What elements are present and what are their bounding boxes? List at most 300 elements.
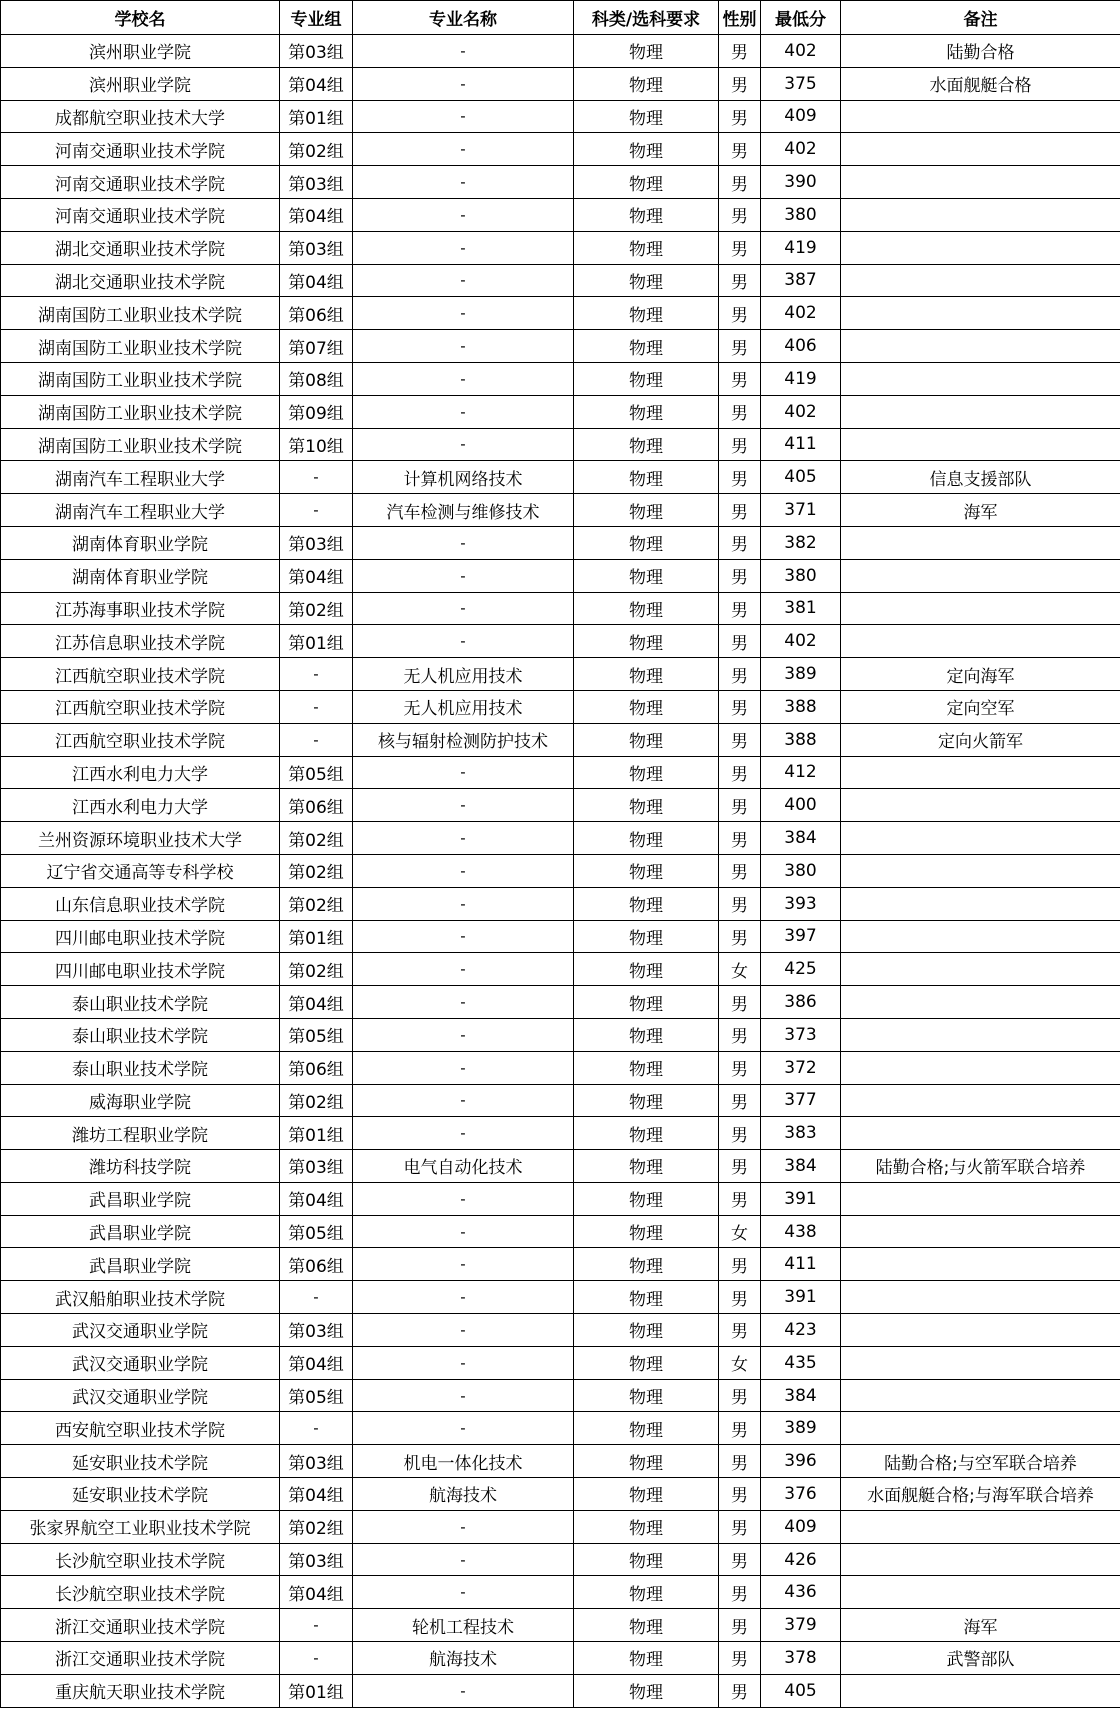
table-row xyxy=(1,166,1120,199)
min-score-cell: 379 xyxy=(761,1609,841,1642)
major-name-cell: - xyxy=(353,1346,574,1379)
min-score-cell: 382 xyxy=(761,526,841,559)
school-name-cell: 四川邮电职业技术学院 xyxy=(1,920,280,953)
gender-cell: 男 xyxy=(719,1576,761,1609)
major-group-cell: 第04组 xyxy=(280,198,353,231)
subject-requirement-cell: 物理 xyxy=(574,297,719,330)
table-row xyxy=(1,67,1120,100)
subject-requirement-cell: 物理 xyxy=(574,658,719,691)
gender-cell: 男 xyxy=(719,1248,761,1281)
remarks-cell: 海军 xyxy=(841,494,1120,527)
major-name-cell: - xyxy=(353,1051,574,1084)
gender-cell: 男 xyxy=(719,854,761,887)
table-row xyxy=(1,461,1120,494)
gender-cell: 男 xyxy=(719,67,761,100)
major-name-cell: - xyxy=(353,395,574,428)
major-group-cell: 第04组 xyxy=(280,1478,353,1511)
major-name-cell: - xyxy=(353,1379,574,1412)
remarks-cell xyxy=(841,822,1120,855)
min-score-cell: 372 xyxy=(761,1051,841,1084)
school-name-cell: 湖南国防工业职业技术学院 xyxy=(1,362,280,395)
min-score-cell: 376 xyxy=(761,1478,841,1511)
min-score-cell: 384 xyxy=(761,822,841,855)
subject-requirement-cell: 物理 xyxy=(574,1445,719,1478)
school-name-cell: 江西航空职业技术学院 xyxy=(1,723,280,756)
major-name-cell: - xyxy=(353,1281,574,1314)
school-name-cell: 江苏海事职业技术学院 xyxy=(1,592,280,625)
remarks-cell xyxy=(841,297,1120,330)
major-name-cell: 航海技术 xyxy=(353,1642,574,1675)
major-name-cell: - xyxy=(353,1674,574,1707)
remarks-cell: 信息支援部队 xyxy=(841,461,1120,494)
school-name-cell: 长沙航空职业技术学院 xyxy=(1,1576,280,1609)
min-score-cell: 409 xyxy=(761,1510,841,1543)
gender-cell: 男 xyxy=(719,592,761,625)
min-score-cell: 384 xyxy=(761,1150,841,1183)
remarks-cell xyxy=(841,100,1120,133)
subject-requirement-cell: 物理 xyxy=(574,330,719,363)
gender-cell: 男 xyxy=(719,559,761,592)
major-name-cell: - xyxy=(353,756,574,789)
major-name-cell: - xyxy=(353,35,574,68)
gender-cell: 女 xyxy=(719,953,761,986)
major-name-cell: - xyxy=(353,198,574,231)
remarks-cell xyxy=(841,1314,1120,1347)
school-name-cell: 湖南国防工业职业技术学院 xyxy=(1,297,280,330)
major-group-cell: 第03组 xyxy=(280,526,353,559)
major-group-cell: 第02组 xyxy=(280,1510,353,1543)
major-group-cell: 第04组 xyxy=(280,1182,353,1215)
gender-cell: 男 xyxy=(719,330,761,363)
subject-requirement-cell: 物理 xyxy=(574,1379,719,1412)
gender-cell: 男 xyxy=(719,264,761,297)
major-group-cell: - xyxy=(280,1281,353,1314)
subject-requirement-cell: 物理 xyxy=(574,1182,719,1215)
table-row xyxy=(1,231,1120,264)
major-name-cell: - xyxy=(353,1510,574,1543)
major-group-cell: 第02组 xyxy=(280,592,353,625)
major-name-cell: - xyxy=(353,297,574,330)
major-name-cell: - xyxy=(353,133,574,166)
school-name-cell: 武汉船舶职业技术学院 xyxy=(1,1281,280,1314)
subject-requirement-cell: 物理 xyxy=(574,1084,719,1117)
major-name-cell: - xyxy=(353,789,574,822)
remarks-cell xyxy=(841,395,1120,428)
min-score-cell: 402 xyxy=(761,297,841,330)
remarks-cell: 陆勤合格 xyxy=(841,35,1120,68)
subject-requirement-cell: 物理 xyxy=(574,887,719,920)
table-row xyxy=(1,1576,1120,1609)
gender-cell: 男 xyxy=(719,1018,761,1051)
subject-requirement-cell: 物理 xyxy=(574,1314,719,1347)
subject-requirement-cell: 物理 xyxy=(574,494,719,527)
remarks-cell xyxy=(841,1674,1120,1707)
gender-cell: 男 xyxy=(719,1642,761,1675)
remarks-cell: 水面舰艇合格;与海军联合培养 xyxy=(841,1478,1120,1511)
subject-requirement-cell: 物理 xyxy=(574,920,719,953)
school-name-cell: 湖北交通职业技术学院 xyxy=(1,231,280,264)
min-score-cell: 409 xyxy=(761,100,841,133)
school-name-cell: 重庆航天职业技术学院 xyxy=(1,1674,280,1707)
min-score-cell: 405 xyxy=(761,1674,841,1707)
subject-requirement-cell: 物理 xyxy=(574,1215,719,1248)
subject-requirement-cell: 物理 xyxy=(574,723,719,756)
min-score-cell: 419 xyxy=(761,231,841,264)
gender-cell: 男 xyxy=(719,690,761,723)
subject-requirement-cell: 物理 xyxy=(574,756,719,789)
table-row xyxy=(1,822,1120,855)
gender-cell: 男 xyxy=(719,658,761,691)
remarks-cell xyxy=(841,330,1120,363)
subject-requirement-cell: 物理 xyxy=(574,1248,719,1281)
major-name-cell: 轮机工程技术 xyxy=(353,1609,574,1642)
school-name-cell: 河南交通职业技术学院 xyxy=(1,166,280,199)
major-name-cell: - xyxy=(353,1543,574,1576)
major-name-cell: 汽车检测与维修技术 xyxy=(353,494,574,527)
major-group-cell: 第05组 xyxy=(280,1379,353,1412)
subject-requirement-cell: 物理 xyxy=(574,1674,719,1707)
table-row xyxy=(1,1117,1120,1150)
subject-requirement-cell: 物理 xyxy=(574,461,719,494)
table-row xyxy=(1,1150,1120,1183)
remarks-cell xyxy=(841,526,1120,559)
subject-requirement-cell: 物理 xyxy=(574,1478,719,1511)
min-score-cell: 436 xyxy=(761,1576,841,1609)
school-name-cell: 成都航空职业技术大学 xyxy=(1,100,280,133)
major-group-cell: - xyxy=(280,1642,353,1675)
major-name-cell: - xyxy=(353,1084,574,1117)
major-name-cell: 电气自动化技术 xyxy=(353,1150,574,1183)
major-name-cell: - xyxy=(353,166,574,199)
major-group-cell: 第01组 xyxy=(280,1674,353,1707)
gender-cell: 男 xyxy=(719,1084,761,1117)
subject-requirement-cell: 物理 xyxy=(574,133,719,166)
gender-cell: 男 xyxy=(719,1281,761,1314)
gender-cell: 男 xyxy=(719,1412,761,1445)
major-name-cell: - xyxy=(353,231,574,264)
major-name-cell: - xyxy=(353,1248,574,1281)
table-row xyxy=(1,133,1120,166)
major-group-cell: - xyxy=(280,494,353,527)
major-name-cell: 计算机网络技术 xyxy=(353,461,574,494)
min-score-cell: 371 xyxy=(761,494,841,527)
major-group-cell: 第06组 xyxy=(280,1051,353,1084)
school-name-cell: 潍坊工程职业学院 xyxy=(1,1117,280,1150)
min-score-cell: 391 xyxy=(761,1182,841,1215)
gender-cell: 男 xyxy=(719,723,761,756)
school-name-cell: 泰山职业技术学院 xyxy=(1,986,280,1019)
gender-cell: 男 xyxy=(719,1379,761,1412)
gender-cell: 女 xyxy=(719,1346,761,1379)
major-group-cell: - xyxy=(280,658,353,691)
major-group-cell: 第10组 xyxy=(280,428,353,461)
school-name-cell: 西安航空职业技术学院 xyxy=(1,1412,280,1445)
gender-cell: 男 xyxy=(719,395,761,428)
gender-cell: 男 xyxy=(719,35,761,68)
major-name-cell: - xyxy=(353,1215,574,1248)
school-name-cell: 武汉交通职业学院 xyxy=(1,1346,280,1379)
major-group-cell: - xyxy=(280,723,353,756)
major-group-cell: 第04组 xyxy=(280,559,353,592)
table-row xyxy=(1,920,1120,953)
major-group-cell: 第04组 xyxy=(280,67,353,100)
subject-requirement-cell: 物理 xyxy=(574,1117,719,1150)
school-name-cell: 湖南国防工业职业技术学院 xyxy=(1,395,280,428)
school-name-cell: 张家界航空工业职业技术学院 xyxy=(1,1510,280,1543)
major-group-cell: 第04组 xyxy=(280,986,353,1019)
remarks-cell: 定向火箭军 xyxy=(841,723,1120,756)
table-row xyxy=(1,1182,1120,1215)
major-name-cell: - xyxy=(353,1412,574,1445)
major-group-cell: 第02组 xyxy=(280,887,353,920)
remarks-cell xyxy=(841,264,1120,297)
gender-cell: 男 xyxy=(719,1674,761,1707)
subject-requirement-cell: 物理 xyxy=(574,1150,719,1183)
school-name-cell: 江苏信息职业技术学院 xyxy=(1,625,280,658)
major-group-cell: 第07组 xyxy=(280,330,353,363)
major-group-cell: 第05组 xyxy=(280,1018,353,1051)
gender-cell: 男 xyxy=(719,461,761,494)
major-name-cell: - xyxy=(353,559,574,592)
remarks-cell: 武警部队 xyxy=(841,1642,1120,1675)
remarks-cell xyxy=(841,166,1120,199)
gender-cell: 男 xyxy=(719,1543,761,1576)
school-name-cell: 江西水利电力大学 xyxy=(1,789,280,822)
major-group-cell: 第03组 xyxy=(280,1543,353,1576)
gender-cell: 男 xyxy=(719,133,761,166)
major-name-cell: - xyxy=(353,1576,574,1609)
remarks-cell xyxy=(841,133,1120,166)
remarks-cell: 定向海军 xyxy=(841,658,1120,691)
min-score-cell: 383 xyxy=(761,1117,841,1150)
remarks-cell xyxy=(841,1379,1120,1412)
subject-requirement-cell: 物理 xyxy=(574,166,719,199)
min-score-cell: 411 xyxy=(761,428,841,461)
gender-cell: 男 xyxy=(719,297,761,330)
subject-requirement-cell: 物理 xyxy=(574,1543,719,1576)
header-subject-requirement: 科类/选科要求 xyxy=(574,1,719,35)
table-row xyxy=(1,297,1120,330)
school-name-cell: 湖南国防工业职业技术学院 xyxy=(1,428,280,461)
table-row xyxy=(1,526,1120,559)
major-name-cell: - xyxy=(353,67,574,100)
subject-requirement-cell: 物理 xyxy=(574,822,719,855)
school-name-cell: 四川邮电职业技术学院 xyxy=(1,953,280,986)
gender-cell: 男 xyxy=(719,1445,761,1478)
min-score-cell: 380 xyxy=(761,559,841,592)
table-row xyxy=(1,264,1120,297)
major-group-cell: 第02组 xyxy=(280,822,353,855)
table-row xyxy=(1,1674,1120,1707)
table-row xyxy=(1,953,1120,986)
gender-cell: 男 xyxy=(719,625,761,658)
table-row xyxy=(1,1314,1120,1347)
school-name-cell: 武汉交通职业学院 xyxy=(1,1314,280,1347)
remarks-cell xyxy=(841,1412,1120,1445)
subject-requirement-cell: 物理 xyxy=(574,362,719,395)
subject-requirement-cell: 物理 xyxy=(574,35,719,68)
major-name-cell: - xyxy=(353,1117,574,1150)
school-name-cell: 滨州职业学院 xyxy=(1,35,280,68)
subject-requirement-cell: 物理 xyxy=(574,428,719,461)
remarks-cell: 水面舰艇合格 xyxy=(841,67,1120,100)
table-row xyxy=(1,1609,1120,1642)
school-name-cell: 武昌职业学院 xyxy=(1,1182,280,1215)
gender-cell: 男 xyxy=(719,822,761,855)
header-major-group: 专业组 xyxy=(280,1,353,35)
min-score-cell: 389 xyxy=(761,658,841,691)
major-group-cell: 第02组 xyxy=(280,133,353,166)
remarks-cell xyxy=(841,1051,1120,1084)
min-score-cell: 412 xyxy=(761,756,841,789)
gender-cell: 男 xyxy=(719,1150,761,1183)
table-row xyxy=(1,1543,1120,1576)
school-name-cell: 河南交通职业技术学院 xyxy=(1,133,280,166)
min-score-cell: 390 xyxy=(761,166,841,199)
table-row xyxy=(1,1051,1120,1084)
major-group-cell: 第05组 xyxy=(280,1215,353,1248)
major-group-cell: 第06组 xyxy=(280,789,353,822)
min-score-cell: 388 xyxy=(761,723,841,756)
table-row xyxy=(1,658,1120,691)
min-score-cell: 423 xyxy=(761,1314,841,1347)
table-row xyxy=(1,100,1120,133)
min-score-cell: 378 xyxy=(761,1642,841,1675)
gender-cell: 男 xyxy=(719,494,761,527)
subject-requirement-cell: 物理 xyxy=(574,1642,719,1675)
subject-requirement-cell: 物理 xyxy=(574,1412,719,1445)
gender-cell: 男 xyxy=(719,756,761,789)
major-name-cell: - xyxy=(353,100,574,133)
major-name-cell: - xyxy=(353,953,574,986)
major-name-cell: - xyxy=(353,920,574,953)
major-name-cell: - xyxy=(353,1314,574,1347)
remarks-cell xyxy=(841,1346,1120,1379)
major-group-cell: 第02组 xyxy=(280,953,353,986)
remarks-cell xyxy=(841,1576,1120,1609)
subject-requirement-cell: 物理 xyxy=(574,1051,719,1084)
remarks-cell xyxy=(841,231,1120,264)
header-school-name: 学校名 xyxy=(1,1,280,35)
gender-cell: 男 xyxy=(719,362,761,395)
gender-cell: 男 xyxy=(719,986,761,1019)
remarks-cell xyxy=(841,1510,1120,1543)
min-score-cell: 380 xyxy=(761,854,841,887)
header-remarks: 备注 xyxy=(841,1,1120,35)
min-score-cell: 402 xyxy=(761,625,841,658)
header-gender: 性别 xyxy=(719,1,761,35)
gender-cell: 男 xyxy=(719,887,761,920)
table-row xyxy=(1,494,1120,527)
remarks-cell xyxy=(841,1543,1120,1576)
table-row xyxy=(1,1445,1120,1478)
remarks-cell xyxy=(841,1182,1120,1215)
school-name-cell: 泰山职业技术学院 xyxy=(1,1018,280,1051)
remarks-cell xyxy=(841,625,1120,658)
min-score-cell: 380 xyxy=(761,198,841,231)
subject-requirement-cell: 物理 xyxy=(574,953,719,986)
subject-requirement-cell: 物理 xyxy=(574,198,719,231)
school-name-cell: 潍坊科技学院 xyxy=(1,1150,280,1183)
remarks-cell: 陆勤合格;与空军联合培养 xyxy=(841,1445,1120,1478)
table-row xyxy=(1,625,1120,658)
major-group-cell: - xyxy=(280,461,353,494)
major-group-cell: 第02组 xyxy=(280,854,353,887)
remarks-cell xyxy=(841,920,1120,953)
subject-requirement-cell: 物理 xyxy=(574,526,719,559)
min-score-cell: 435 xyxy=(761,1346,841,1379)
school-name-cell: 辽宁省交通高等专科学校 xyxy=(1,854,280,887)
gender-cell: 男 xyxy=(719,428,761,461)
school-name-cell: 延安职业技术学院 xyxy=(1,1478,280,1511)
min-score-cell: 377 xyxy=(761,1084,841,1117)
school-name-cell: 武汉交通职业学院 xyxy=(1,1379,280,1412)
major-name-cell: - xyxy=(353,362,574,395)
gender-cell: 女 xyxy=(719,1215,761,1248)
remarks-cell xyxy=(841,1117,1120,1150)
subject-requirement-cell: 物理 xyxy=(574,559,719,592)
min-score-cell: 391 xyxy=(761,1281,841,1314)
major-name-cell: - xyxy=(353,1182,574,1215)
school-name-cell: 江西航空职业技术学院 xyxy=(1,658,280,691)
table-row xyxy=(1,789,1120,822)
school-name-cell: 湖南国防工业职业技术学院 xyxy=(1,330,280,363)
gender-cell: 男 xyxy=(719,1182,761,1215)
major-group-cell: - xyxy=(280,690,353,723)
table-row xyxy=(1,1379,1120,1412)
min-score-cell: 400 xyxy=(761,789,841,822)
major-name-cell: - xyxy=(353,330,574,363)
remarks-cell xyxy=(841,428,1120,461)
school-name-cell: 河南交通职业技术学院 xyxy=(1,198,280,231)
table-row xyxy=(1,592,1120,625)
school-name-cell: 兰州资源环境职业技术大学 xyxy=(1,822,280,855)
major-name-cell: - xyxy=(353,986,574,1019)
table-row xyxy=(1,690,1120,723)
gender-cell: 男 xyxy=(719,100,761,133)
gender-cell: 男 xyxy=(719,1478,761,1511)
remarks-cell xyxy=(841,854,1120,887)
major-name-cell: - xyxy=(353,428,574,461)
school-name-cell: 湖南汽车工程职业大学 xyxy=(1,494,280,527)
table-row xyxy=(1,395,1120,428)
school-name-cell: 滨州职业学院 xyxy=(1,67,280,100)
gender-cell: 男 xyxy=(719,166,761,199)
table-row xyxy=(1,1018,1120,1051)
table-body xyxy=(1,35,1120,1708)
table-row xyxy=(1,1642,1120,1675)
major-group-cell: 第01组 xyxy=(280,625,353,658)
remarks-cell xyxy=(841,953,1120,986)
remarks-cell xyxy=(841,986,1120,1019)
remarks-cell xyxy=(841,362,1120,395)
remarks-cell xyxy=(841,198,1120,231)
major-name-cell: - xyxy=(353,1018,574,1051)
min-score-cell: 405 xyxy=(761,461,841,494)
subject-requirement-cell: 物理 xyxy=(574,1576,719,1609)
remarks-cell xyxy=(841,592,1120,625)
remarks-cell xyxy=(841,1248,1120,1281)
table-row xyxy=(1,1281,1120,1314)
remarks-cell xyxy=(841,1084,1120,1117)
table-row xyxy=(1,1412,1120,1445)
gender-cell: 男 xyxy=(719,789,761,822)
major-name-cell: 无人机应用技术 xyxy=(353,658,574,691)
major-group-cell: 第05组 xyxy=(280,756,353,789)
school-name-cell: 浙江交通职业技术学院 xyxy=(1,1642,280,1675)
major-group-cell: 第02组 xyxy=(280,1084,353,1117)
gender-cell: 男 xyxy=(719,1510,761,1543)
